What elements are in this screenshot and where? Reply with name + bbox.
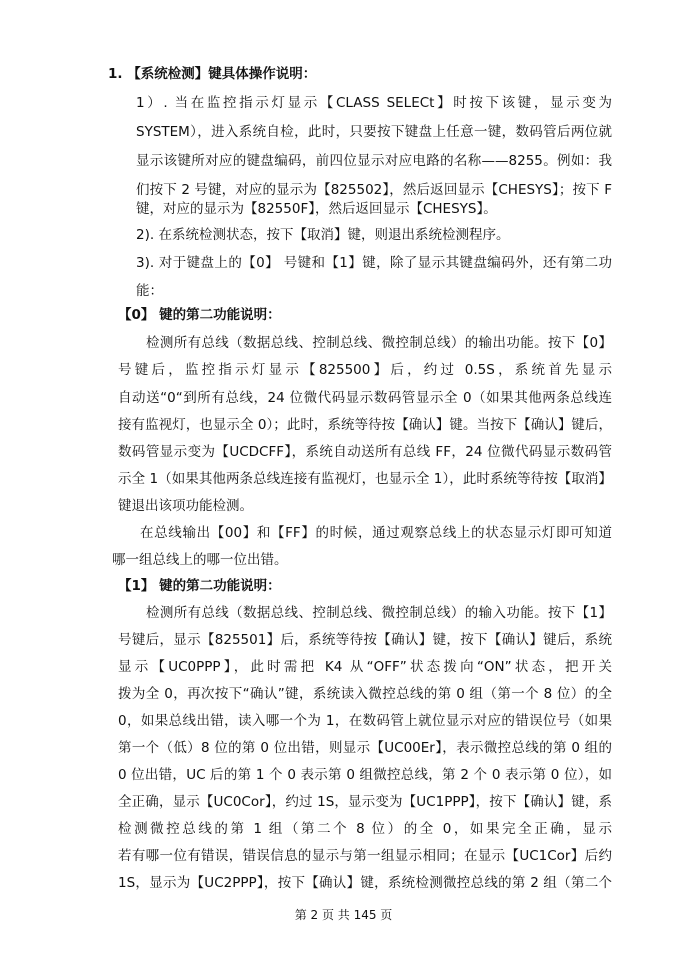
key0-para1-line4: 接有监视灯，也显示全 0）；此时，系统等待按【确认】键。当按下【确认】键后， [118,417,612,433]
key1-para1-line7: 0 位出错，UC 后的第 1 个 0 表示第 0 组微控总线，第 2 个 0 表示第 0 位），如 [118,767,612,783]
section-heading-system-check: 1. 【系统检测】键具体操作说明： [108,66,317,82]
key1-para1-line6: 第一个（低）8 位的第 0 位出错，则显示【UC00Er】，表示微控总线的第 0 组的 [118,740,612,756]
page-footer: 第 2 页 共 145 页 [294,908,393,922]
key1-para1-line2: 号键后，显示【825501】后，系统等待按【确认】键，按下【确认】键后，系统 [118,632,612,648]
item3-line2: 能： [136,283,163,299]
key1-para1-line9: 检测微控总线的第 1 组（第二个 8 位）的全 0，如果完全正确，显示 [118,821,612,837]
key0-para1-line1: 检测所有总线（数据总线、控制总线、微控制总线）的输出功能。按下【0】 [146,335,612,351]
item1-line5: 键，对应的显示为【82550F】，然后返回显示【CHESYS】。 [136,201,497,217]
item1-line3: 显示该键所对应的键盘编码，前四位显示对应电路的名称——8255。例如：我 [136,153,612,169]
item1-line1: 1）. 当在监控指示灯显示【CLASS SELECt】时按下该键，显示变为 [136,95,612,111]
key0-para1-line5: 数码管显示变为【UCDCFF】，系统自动送所有总线 FF，24 位微代码显示数码管 [118,444,612,460]
key0-para1-line3: 自动送“0“到所有总线，24 位微代码显示数码管显示全 0（如果其他两条总线连 [118,390,612,406]
item2-line1: 2). 在系统检测状态，按下【取消】键，则退出系统检测程序。 [136,227,510,243]
key0-para1-line6: 示全 1（如果其他两条总线连接有监视灯，也显示全 1），此时系统等待按【取消】 [118,471,612,487]
key0-para2-line1: 在总线输出【00】和【FF】的时候，通过观察总线上的状态显示灯即可知道 [140,525,612,541]
item1-line4: 们按下 2 号键，对应的显示为【825502】，然后返回显示【CHESYS】；按下 F [136,182,612,198]
key1-para1-line10: 若有哪一位有错误，错误信息的显示与第一组显示相同；在显示【UC1Cor】后约 [118,848,612,864]
item3-line1: 3). 对于键盘上的【0】 号键和【1】键，除了显示其键盘编码外，还有第二功 [136,255,612,271]
key1-para1-line1: 检测所有总线（数据总线、控制总线、微控制总线）的输入功能。按下【1】 [146,605,612,621]
key1-para1-line8: 全正确，显示【UC0Cor】，约过 1S，显示变为【UC1PPP】，按下【确认】键，系 [118,794,612,810]
key0-heading: 【0】 键的第二功能说明： [118,307,281,323]
key1-para1-line3: 显示【UC0PPP】，此时需把 K4 从“OFF”状态拨向“ON”状态，把开关 [118,659,612,675]
key0-para1-line2: 号键后，监控指示灯显示【825500】后，约过 0.5S，系统首先显示 [118,362,612,378]
item1-line2: SYSTEM），进入系统自检，此时，只要按下键盘上任意一键，数码管后两位就 [136,124,612,140]
key1-heading: 【1】 键的第二功能说明： [118,578,281,594]
key0-para1-line7: 键退出该项功能检测。 [118,498,253,514]
key0-para2-line2: 哪一组总线上的哪一位出错。 [112,552,288,568]
key1-para1-line11: 1S，显示为【UC2PPP】，按下【确认】键，系统检测微控总线的第 2 组（第二个 [118,875,612,891]
key1-para1-line4: 拨为全 0，再次按下“确认”键，系统读入微控总线的第 0 组（第一个 8 位）的全 [118,686,612,702]
key1-para1-line5: 0，如果总线出错，读入哪一个为 1，在数码管上就位显示对应的错误位号（如果 [118,713,612,729]
